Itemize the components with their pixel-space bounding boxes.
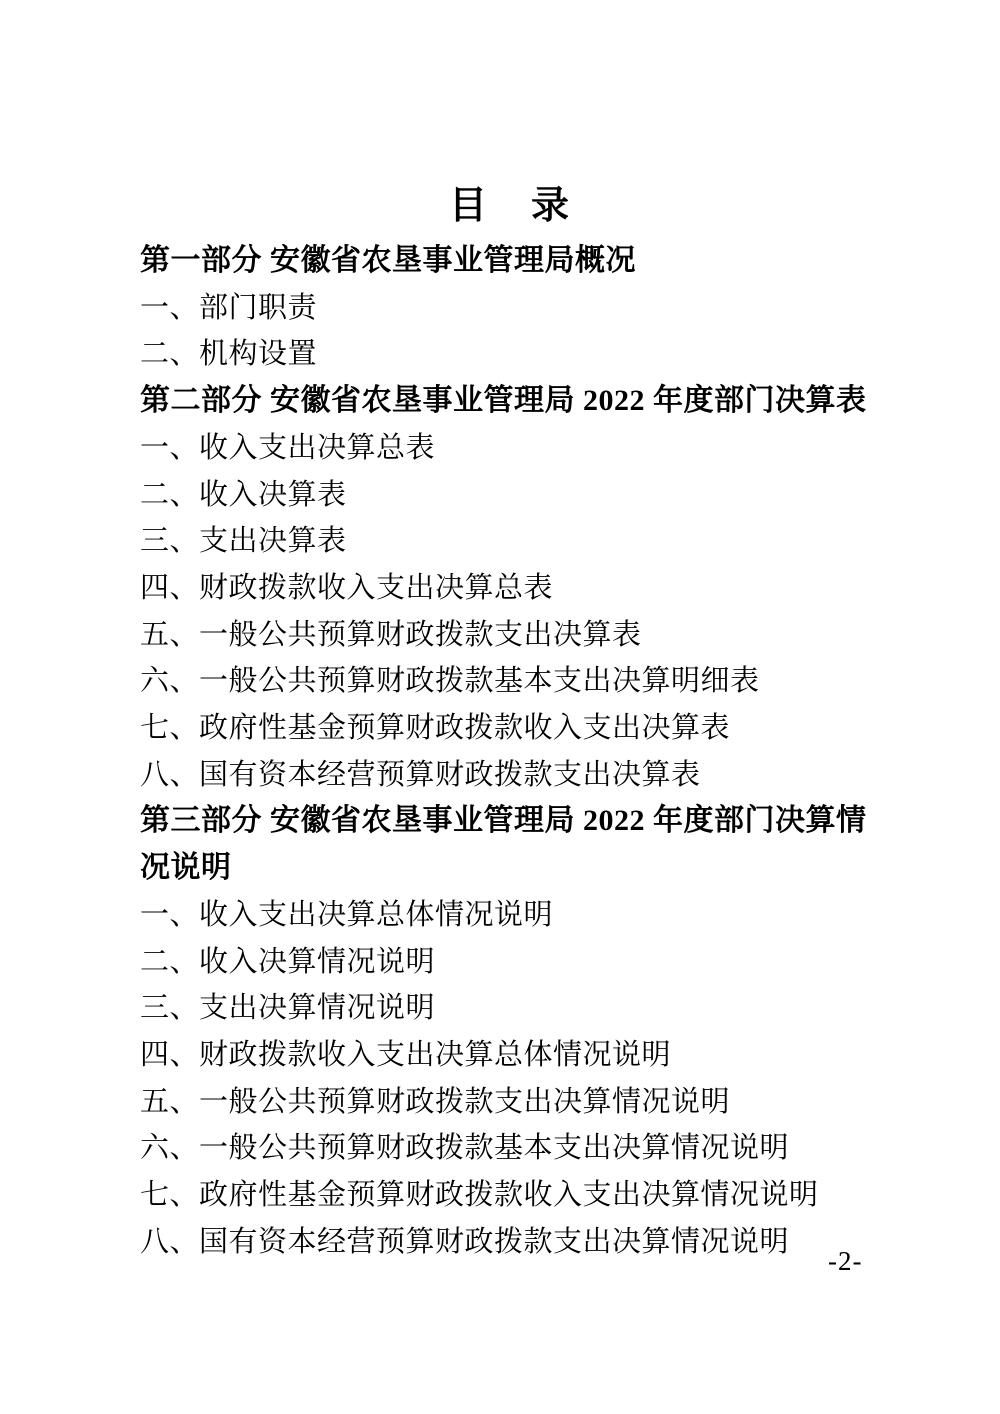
toc-item: 六、一般公共预算财政拨款基本支出决算情况说明 xyxy=(140,1132,790,1165)
toc-item: 三、支出决算表 xyxy=(140,525,347,558)
page-title: 目 录 xyxy=(448,185,572,227)
toc-item: 七、政府性基金预算财政拨款收入支出决算情况说明 xyxy=(140,1179,819,1212)
toc-item: 二、机构设置 xyxy=(140,338,318,371)
toc-section-heading-part2: 第二部分 安徽省农垦事业管理局 2022 年度部门决算表 xyxy=(140,384,867,418)
toc-item: 一、部门职责 xyxy=(140,291,318,324)
toc-item: 一、收入支出决算总体情况说明 xyxy=(140,898,554,931)
page-number: -2- xyxy=(828,1246,863,1276)
toc-item: 二、收入决算表 xyxy=(140,478,347,511)
toc-item: 八、国有资本经营预算财政拨款支出决算情况说明 xyxy=(140,1225,790,1258)
toc-content xyxy=(140,182,881,1265)
toc-item: 七、政府性基金预算财政拨款收入支出决算表 xyxy=(140,712,731,745)
toc-item: 六、一般公共预算财政拨款基本支出决算明细表 xyxy=(140,665,760,698)
toc-item: 八、国有资本经营预算财政拨款支出决算表 xyxy=(140,758,701,791)
toc-item: 一、收入支出决算总表 xyxy=(140,431,436,464)
toc-item: 四、财政拨款收入支出决算总表 xyxy=(140,571,554,604)
toc-item: 二、收入决算情况说明 xyxy=(140,945,436,978)
toc-item: 三、支出决算情况说明 xyxy=(140,992,436,1025)
toc-item: 五、一般公共预算财政拨款支出决算情况说明 xyxy=(140,1085,731,1118)
toc-item: 四、财政拨款收入支出决算总体情况说明 xyxy=(140,1038,672,1071)
toc-item: 五、一般公共预算财政拨款支出决算表 xyxy=(140,618,642,651)
toc-section-heading-part1: 第一部分 安徽省农垦事业管理局概况 xyxy=(140,244,636,277)
toc-section-heading-part3: 第三部分 安徽省农垦事业管理局 2022 年度部门决算情况说明 xyxy=(140,804,867,885)
